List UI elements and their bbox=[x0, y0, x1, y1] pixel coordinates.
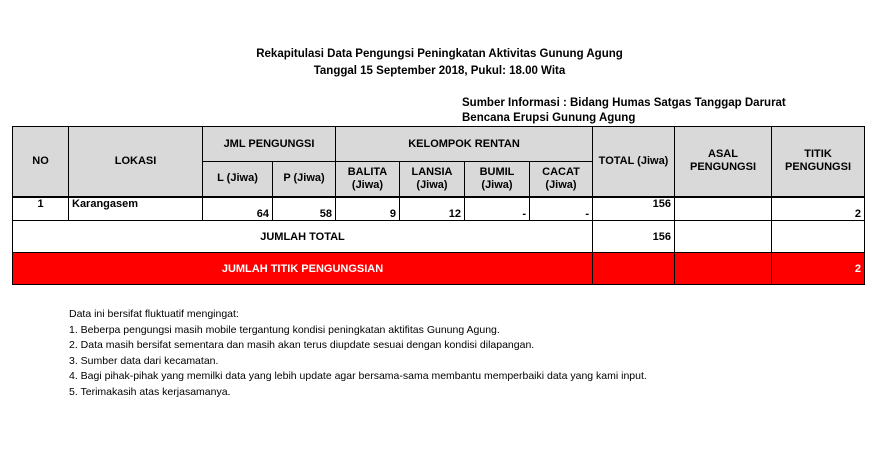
col-jml-pengungsi-header: JML PENGUNGSI bbox=[203, 127, 336, 162]
table-row bbox=[13, 197, 865, 221]
row-lokasi: Karangasem bbox=[69, 197, 203, 221]
report-date: Tanggal 15 September 2018, Pukul: 18.00 Wita bbox=[313, 65, 566, 77]
note-item: 5. Terimakasih atas kerjasamanya. bbox=[69, 385, 231, 398]
summary-row bbox=[13, 253, 865, 285]
source-line-2: Bencana Erupsi Gunung Agung bbox=[462, 112, 636, 124]
row-bumil: - bbox=[465, 197, 530, 221]
note-item: 1. Beberpa pengungsi masih mobile tergantung kondisi peningkatan aktifitas Gunung Agung. bbox=[69, 323, 500, 336]
row-cacat: - bbox=[530, 197, 593, 221]
jumlah-total-titik bbox=[772, 221, 865, 253]
row-balita: 9 bbox=[336, 197, 400, 221]
jumlah-total-asal bbox=[675, 221, 772, 253]
jumlah-total-value: 156 bbox=[593, 221, 675, 253]
col-lokasi-header: LOKASI bbox=[69, 127, 203, 197]
col-no-header: NO bbox=[13, 127, 69, 197]
note-item: 2. Data masih bersifat sementara dan masih akan terus diupdate sesuai dengan kondisi dilapangan. bbox=[69, 339, 535, 352]
jumlah-titik-total bbox=[593, 253, 675, 285]
jumlah-titik-value: 2 bbox=[772, 253, 865, 285]
row-no: 1 bbox=[13, 197, 69, 221]
jumlah-total-label: JUMLAH TOTAL bbox=[13, 221, 593, 253]
source-line-1: Sumber Informasi : Bidang Humas Satgas Tanggap Darurat bbox=[462, 97, 786, 109]
col-l-header: L (Jiwa) bbox=[203, 162, 273, 197]
row-lansia: 12 bbox=[400, 197, 465, 221]
col-p-header: P (Jiwa) bbox=[273, 162, 336, 197]
report-title: Rekapitulasi Data Pengungsi Peningkatan Aktivitas Gunung Agung bbox=[256, 48, 623, 60]
col-kelompok-rentan-header: KELOMPOK RENTAN bbox=[336, 127, 593, 162]
note-item: 4. Bagi pihak-pihak yang memilki data yang lebih update agar bersama-sama membantu memperbaiki data yang kami input. bbox=[69, 370, 647, 383]
jumlah-titik-label: JUMLAH TITIK PENGUNGSIAN bbox=[13, 253, 593, 285]
col-cacat-header: CACAT (Jiwa) bbox=[530, 162, 593, 197]
jumlah-titik-asal bbox=[675, 253, 772, 285]
row-l: 64 bbox=[203, 197, 273, 221]
row-p: 58 bbox=[273, 197, 336, 221]
col-bumil-header: BUMIL (Jiwa) bbox=[465, 162, 530, 197]
notes-section bbox=[69, 307, 647, 401]
col-asal-header: ASAL PENGUNGSI bbox=[675, 127, 772, 197]
notes-intro: Data ini bersifat fluktuatif mengingat: bbox=[69, 308, 239, 320]
col-balita-header: BALITA (Jiwa) bbox=[336, 162, 400, 197]
row-asal bbox=[675, 197, 772, 221]
row-titik: 2 bbox=[772, 197, 865, 221]
refugee-table bbox=[12, 126, 865, 285]
row-total: 156 bbox=[593, 197, 675, 221]
note-item: 3. Sumber data dari kecamatan. bbox=[69, 354, 219, 367]
col-lansia-header: LANSIA (Jiwa) bbox=[400, 162, 465, 197]
total-row bbox=[13, 221, 865, 253]
col-titik-header: TITIK PENGUNGSI bbox=[772, 127, 865, 197]
col-total-header: TOTAL (Jiwa) bbox=[593, 127, 675, 197]
